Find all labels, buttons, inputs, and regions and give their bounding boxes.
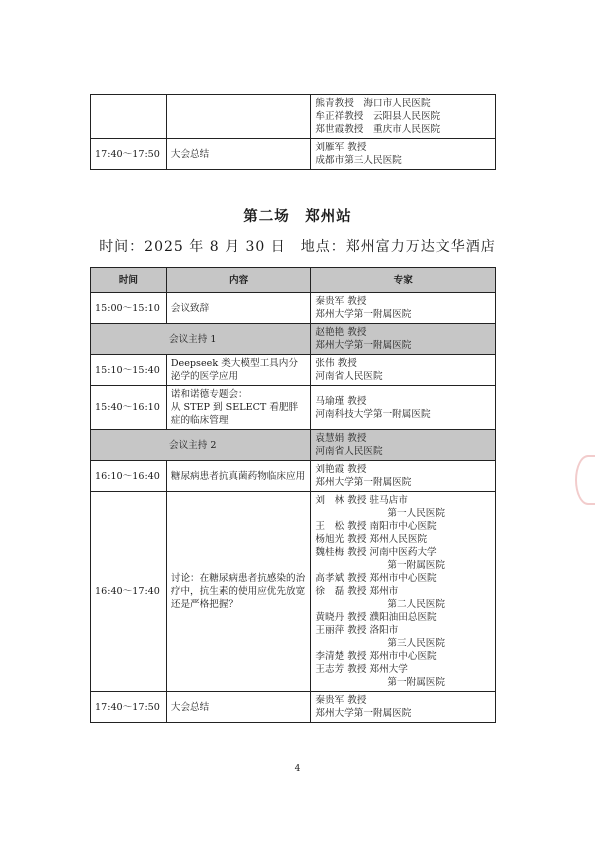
expert-cell bbox=[311, 95, 496, 139]
host-row bbox=[91, 324, 496, 355]
expert-line: 第二人民医院 bbox=[387, 599, 445, 610]
table-row bbox=[91, 692, 496, 723]
session-title: 第二场 郑州站 bbox=[243, 208, 352, 225]
table-row bbox=[91, 355, 496, 386]
expert-line: 杨旭光 教授 郑州人民医院 bbox=[315, 534, 428, 545]
table-header-row bbox=[91, 268, 496, 293]
schedule-table bbox=[90, 267, 496, 723]
content-cell: 会议致辞 bbox=[166, 293, 311, 324]
content-cell bbox=[166, 95, 311, 139]
time-cell: 15:10～15:40 bbox=[91, 355, 167, 386]
content-cell: 讨论：在糖尿病患者抗感染的治疗中，抗生素的使用应优先放宽还是严格把握？ bbox=[166, 492, 311, 692]
expert-line: 河南省人民医院 bbox=[315, 371, 383, 382]
expert-cell bbox=[311, 430, 496, 461]
header-content: 内容 bbox=[166, 268, 311, 293]
expert-line: 郑州大学第一附属医院 bbox=[315, 340, 412, 351]
header-experts: 专家 bbox=[311, 268, 496, 293]
expert-line: 郑世霞教授 重庆市人民医院 bbox=[315, 124, 441, 135]
content-cell: Deepseek 类大模型工具内分泌学的医学应用 bbox=[166, 355, 311, 386]
table-row bbox=[91, 461, 496, 492]
table-row bbox=[91, 293, 496, 324]
content-cell: 大会总结 bbox=[166, 692, 311, 723]
time-cell: 15:00～15:10 bbox=[91, 293, 167, 324]
expert-line: 熊青教授 海口市人民医院 bbox=[315, 98, 431, 109]
expert-line: 郑州大学第一附属医院 bbox=[315, 477, 412, 488]
expert-line: 牟正祥教授 云阳县人民医院 bbox=[315, 111, 441, 122]
table-row bbox=[91, 492, 496, 692]
session-time-place: 时间：2025 年 8 月 30 日 地点：郑州富力万达文华酒店 bbox=[99, 239, 496, 255]
expert-line: 马瑜瑾 教授 bbox=[315, 395, 367, 407]
content-cell: 大会总结 bbox=[166, 139, 311, 170]
table-row bbox=[91, 95, 496, 139]
expert-line: 魏桂梅 教授 河南中医药大学 bbox=[315, 547, 437, 558]
expert-line: 李清楚 教授 郑州市中心医院 bbox=[315, 651, 437, 662]
table-row bbox=[91, 139, 496, 170]
table-row bbox=[91, 386, 496, 430]
time-cell: 15:40～16:10 bbox=[91, 386, 167, 430]
time-cell: 17:40～17:50 bbox=[91, 692, 167, 723]
expert-line: 王志芳 教授 郑州大学 bbox=[315, 664, 408, 675]
expert-line: 王 松 教授 南阳市中心医院 bbox=[315, 521, 437, 532]
expert-line: 郑州大学第一附属医院 bbox=[315, 309, 412, 320]
content-cell: 糖尿病患者抗真菌药物临床应用 bbox=[166, 461, 311, 492]
expert-cell bbox=[311, 692, 496, 723]
expert-line: 河南省人民医院 bbox=[315, 446, 383, 457]
expert-cell bbox=[311, 293, 496, 324]
seal-stamp-edge bbox=[575, 455, 595, 505]
page-number: 4 bbox=[294, 764, 301, 774]
expert-line: 成都市第三人民医院 bbox=[315, 155, 402, 166]
time-cell bbox=[91, 95, 167, 139]
expert-cell bbox=[311, 139, 496, 170]
host-label: 会议主持 2 bbox=[91, 430, 311, 461]
time-cell: 17:40～17:50 bbox=[91, 139, 167, 170]
expert-cell bbox=[311, 386, 496, 430]
expert-cell bbox=[311, 324, 496, 355]
expert-line: 第一人民医院 bbox=[387, 508, 445, 519]
expert-line: 刘 林 教授 驻马店市 bbox=[315, 495, 408, 506]
expert-line: 秦贵军 教授 bbox=[315, 695, 367, 706]
time-cell: 16:40～17:40 bbox=[91, 492, 167, 692]
header-time: 时间 bbox=[91, 268, 167, 293]
expert-line: 高孝斌 教授 郑州市中心医院 bbox=[315, 573, 437, 584]
expert-line: 第三人民医院 bbox=[387, 638, 445, 649]
expert-line: 张伟 教授 bbox=[315, 358, 357, 369]
expert-line: 刘雁军 教授 bbox=[315, 142, 367, 153]
expert-line: 第一附属医院 bbox=[387, 677, 445, 688]
expert-line: 刘艳霞 教授 bbox=[315, 464, 367, 475]
content-line: 从 STEP 到 SELECT 看肥胖症的临床管理 bbox=[170, 402, 299, 426]
content-cell bbox=[166, 386, 311, 430]
expert-line: 王丽萍 教授 洛阳市 bbox=[315, 625, 399, 636]
expert-line: 第一附属医院 bbox=[387, 560, 445, 571]
expert-line: 黄晓丹 教授 濮阳油田总医院 bbox=[315, 612, 437, 623]
expert-line: 赵艳艳 教授 bbox=[315, 327, 367, 338]
time-cell: 16:10～16:40 bbox=[91, 461, 167, 492]
expert-line: 袁慧娟 教授 bbox=[315, 433, 367, 444]
content-line: 诺和诺德专题会： bbox=[170, 389, 248, 400]
expert-cell bbox=[311, 492, 496, 692]
expert-line: 秦贵军 教授 bbox=[315, 296, 367, 307]
host-row bbox=[91, 430, 496, 461]
host-label: 会议主持 1 bbox=[91, 324, 311, 355]
expert-cell bbox=[311, 355, 496, 386]
expert-line: 徐 磊 教授 郑州市 bbox=[315, 586, 399, 597]
expert-cell bbox=[311, 461, 496, 492]
schedule-table-continued bbox=[90, 94, 496, 170]
expert-line: 河南科技大学第一附属医院 bbox=[315, 408, 431, 420]
expert-line: 郑州大学第一附属医院 bbox=[315, 708, 412, 719]
